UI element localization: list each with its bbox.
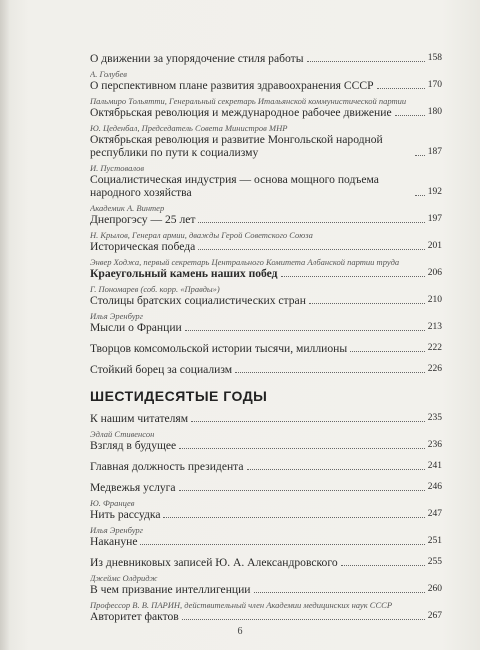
toc-entry-page: 213 [427,322,442,332]
section-heading: ШЕСТИДЕСЯТЫЕ ГОДЫ [90,388,268,404]
toc-group-1 [90,52,442,376]
dot-leader [254,592,425,593]
toc-entry-row [90,342,442,355]
toc-entry-row [90,321,442,334]
toc-entry-row [90,460,442,473]
toc-entry-row [90,240,442,253]
toc-entry-page: 197 [427,214,442,224]
toc-entry-row [90,173,442,199]
toc-entry-author: Эдлай Стивенсон [90,429,155,439]
toc-entry-page: 241 [427,461,442,471]
toc-entry-author: Ю. Францев [90,498,135,508]
dot-leader [377,88,425,89]
toc-entry-row [90,106,442,119]
toc-entry-title: Стойкий борец за социализм [90,363,233,376]
toc-entry-author: Энвер Ходжа, первый секретарь Центрального Комитета Албанской партии труда [90,257,400,267]
toc-entry-author: И. Пустовалов [90,163,145,173]
toc-entry-row [90,508,442,521]
toc-entry-title: Столицы братских социалистических стран [90,294,306,307]
toc-entry-row [90,439,442,452]
toc-entry-author: Профессор В. В. ПАРИН, действительный член Академии медицинских наук СССР [90,600,393,610]
toc-entry [90,498,442,521]
toc-entry-row [90,213,442,226]
toc-entry-title: В чем призвание интеллигенции [90,583,251,596]
toc-entry-page: 236 [427,440,442,450]
toc-entry-row [90,412,442,425]
dot-leader [185,330,425,331]
toc-entry-page: 267 [427,611,442,621]
toc-entry-title: Взгляд в будущее [90,439,177,452]
toc-entry-author: Академик А. Винтер [90,203,165,213]
dot-leader [247,469,425,470]
toc-entry-page: 255 [427,557,442,567]
dot-leader [198,249,424,250]
dot-leader [235,372,425,373]
dot-leader [163,517,424,518]
toc-entry-title: Накануне [90,535,138,548]
toc-entry [90,600,442,623]
toc-entry-author: Илья Эренбург [90,311,143,321]
toc-entry-author: Ю. Цеденбал, Председатель Совета Министров МНР [90,123,288,133]
dot-leader [307,61,425,62]
toc-entry-title: Мысли о Франции [90,321,182,334]
toc-entry [90,230,442,253]
toc-entry-page: 158 [427,53,442,63]
toc-entry-title: Днепрогэсу — 25 лет [90,213,196,226]
toc-entry-page: 192 [427,187,442,197]
page-number: 6 [237,626,243,637]
toc-entry-row [90,52,442,65]
toc-entry [90,460,442,473]
toc-entry [90,163,442,199]
toc-entry [90,284,442,307]
toc-entry [90,69,442,92]
toc-entry-page: 246 [427,482,442,492]
toc-entry [90,363,442,376]
toc-entry [90,556,442,569]
toc-entry-page: 206 [427,268,442,278]
toc-entry-author: Пальмиро Тольятти, Генеральный секретарь Итальянской коммунистической партии [90,96,407,106]
toc-entry [90,342,442,355]
toc-entry-title: Краеугольный камень наших побед [90,267,278,280]
toc-entry-title: Социалистическая индустрия — основа мощного подъема народного хозяйства [90,173,379,199]
toc-entry [90,412,442,425]
toc-entry-row [90,556,442,569]
toc-entry-title: Нить рассудка [90,508,161,521]
toc-group-2 [90,412,442,623]
toc-entry-title: Из дневниковых записей Ю. А. Александровского [90,556,338,569]
toc-entry [90,203,442,226]
toc-entry [90,257,442,280]
dot-leader [395,115,425,116]
toc-entry-row [90,583,442,596]
toc-entry [90,96,442,119]
toc-entry-title: Октябрьская революция и развитие Монгольской народной республики по пути к социализму [90,133,383,159]
dot-leader [140,544,424,545]
toc-entry-page: 187 [427,147,442,157]
toc-entry-page: 247 [427,509,442,519]
toc-entry-page: 235 [427,413,442,423]
toc-entry-title: Творцов комсомольской истории тысячи, миллионы [90,342,348,355]
dot-leader [341,565,425,566]
dot-leader [309,303,425,304]
dot-leader [179,490,425,491]
dot-leader [182,619,425,620]
toc-entry-page: 222 [427,343,442,353]
toc-entry [90,525,442,548]
toc-entry-title: Авторитет фактов [90,610,179,623]
dot-leader [281,276,425,277]
toc-entry-row [90,481,442,494]
toc-entry-title: О перспективном плане развития здравоохранения СССР [90,79,374,92]
toc-entry [90,573,442,596]
dot-leader [350,351,425,352]
toc-entry [90,311,442,334]
toc-entry-author: Н. Крылов, Генерал армии, дважды Герой Советского Союза [90,230,313,240]
toc-entry-row [90,267,442,280]
toc-entry-row [90,535,442,548]
dot-leader [198,222,424,223]
toc-entry-page: 251 [427,536,442,546]
toc-entry [90,429,442,452]
toc-entry-page: 226 [427,364,442,374]
toc-entry-page: 170 [427,80,442,90]
toc-entry-author: А. Голубев [90,69,127,79]
toc-entry-author: Г. Пономарев (соб. корр. «Правды») [90,284,220,294]
page-spine-shadow [0,0,10,650]
toc-entry-title: Медвежья услуга [90,481,176,494]
toc-entry-title: Октябрьская революция и международное рабочее движение [90,106,392,119]
toc-entry-page: 180 [427,107,442,117]
dot-leader [415,155,425,156]
toc-entry-title: О движении за упорядочение стиля работы [90,52,304,65]
dot-leader [179,448,425,449]
toc-entry-title: Главная должность президента [90,460,244,473]
toc-entry-row [90,133,442,159]
toc-entry [90,123,442,159]
toc-entry-row [90,79,442,92]
toc-entry-page: 210 [427,295,442,305]
toc-entry-author: Илья Эренбург [90,525,143,535]
toc-entry-row [90,610,442,623]
toc-entry-author: Джеймс Олдридж [90,573,158,583]
toc-entry-page: 260 [427,584,442,594]
toc-entry-row [90,363,442,376]
toc-entry-row [90,294,442,307]
dot-leader [191,421,425,422]
table-of-contents [90,44,442,623]
toc-entry-title: Историческая победа [90,240,196,253]
toc-entry-title: К нашим читателям [90,412,189,425]
toc-entry [90,52,442,65]
dot-leader [415,195,425,196]
toc-entry-page: 201 [427,241,442,251]
toc-entry [90,481,442,494]
